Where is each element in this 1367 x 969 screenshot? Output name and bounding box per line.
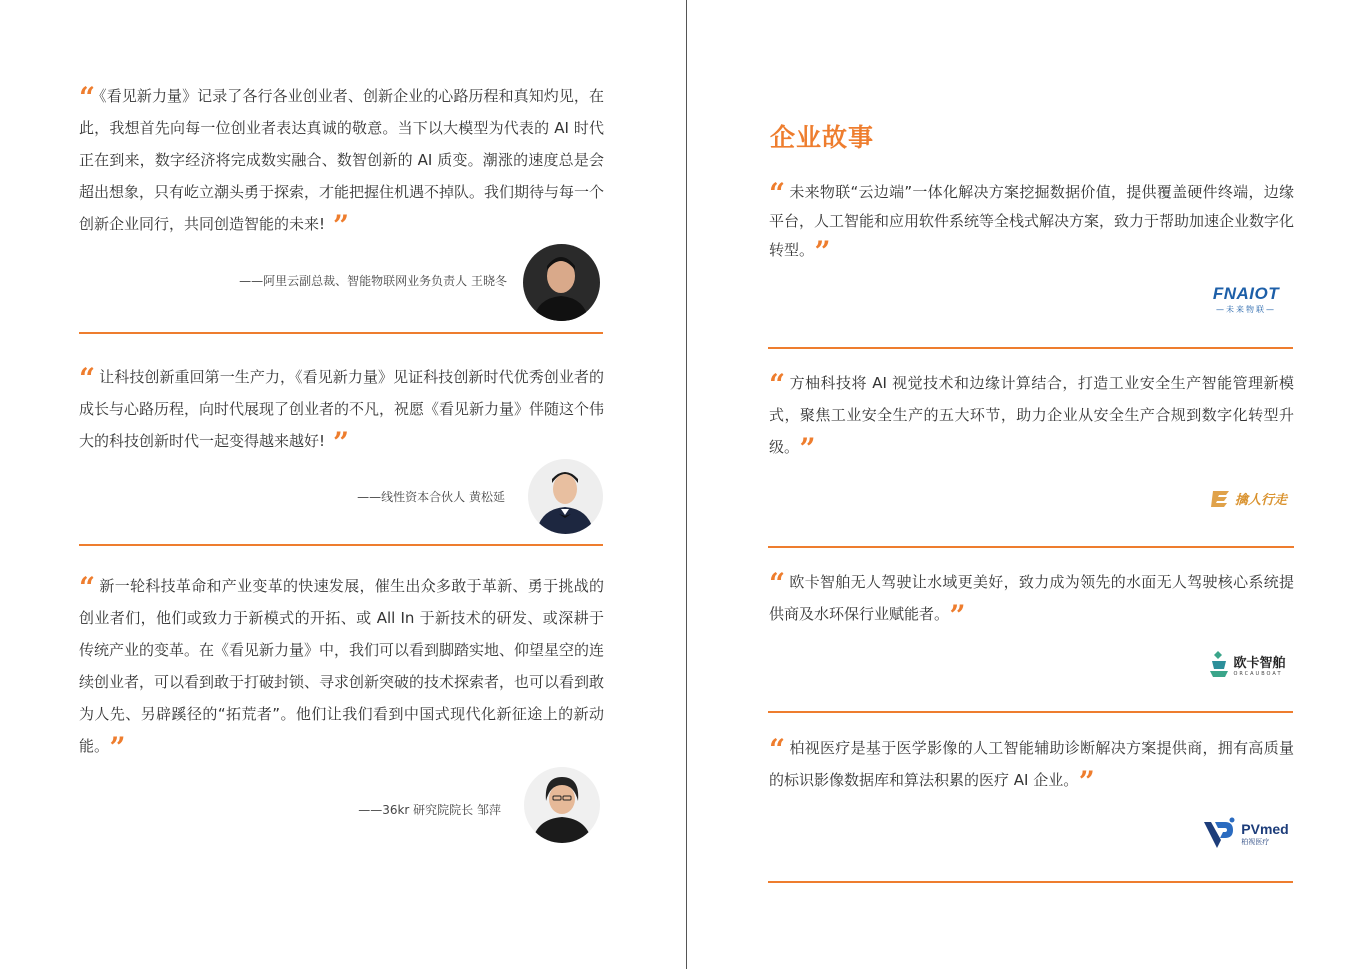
logo-subtitle: —未来物联— xyxy=(1216,304,1276,314)
open-quote-icon: “ xyxy=(79,362,94,395)
quote-text: 让科技创新重回第一生产力，《看见新力量》见证科技创新时代优秀创业者的成长与心路历程，向时代展现了创业者的不凡，祝愿《看见新力量》伴随这个伟大的科技创新时代一起变得越来越好! xyxy=(79,368,605,450)
logo-mark-icon xyxy=(1208,649,1230,679)
close-quote-icon: ” xyxy=(1078,765,1093,798)
testimonial-quote-3 xyxy=(79,570,604,762)
divider xyxy=(768,711,1293,713)
open-quote-icon: “ xyxy=(79,81,94,114)
logo-wordmark: 擒人行走 xyxy=(1234,492,1287,508)
close-quote-icon: ” xyxy=(799,432,814,465)
company-logo xyxy=(1204,482,1294,514)
close-quote-icon: ” xyxy=(333,426,348,459)
close-quote-icon: ” xyxy=(109,731,124,764)
open-quote-icon: “ xyxy=(769,177,784,210)
logo-subtitle: ORCAUBOAT xyxy=(1233,670,1283,677)
divider xyxy=(79,544,603,546)
quote-text: 新一轮科技革命和产业变革的快速发展，催生出众多敢于革新、勇于挑战的创业者们，他们或致力于新模式的开拓、或 All In 于新技术的研发、或深耕于传统产业的变革。在《看见新力量》中，我们可以看到脚踏实地、仰望星空的连续创业者，可以看到敢于打破封锁、寻求创新突破的技术探索者，也可以看到敢为人先、另辟蹊径的“拓荒者”。他们让我们看到中国式现代化新征途上的新动能。 xyxy=(79,577,605,755)
divider xyxy=(768,347,1293,349)
divider xyxy=(79,332,603,334)
logo-mark-icon xyxy=(1211,487,1233,509)
page-gutter xyxy=(686,0,687,969)
company-story-4 xyxy=(769,732,1294,796)
open-quote-icon: “ xyxy=(769,567,784,600)
company-story-1 xyxy=(769,177,1295,268)
close-quote-icon: ” xyxy=(333,209,348,242)
logo-wordmark: FNAIOT xyxy=(1212,283,1280,303)
testimonial-quote-2 xyxy=(79,361,604,457)
logo-wordmark: PVmed xyxy=(1241,821,1289,837)
open-quote-icon: “ xyxy=(79,571,94,604)
close-quote-icon: ” xyxy=(814,235,829,268)
story-text: 未来物联“云边端”一体化解决方案挖掘数据价值，提供覆盖硬件终端，边缘平台，人工智能和应用软件系统等全栈式解决方案，致力于帮助加速企业数字化转型。 xyxy=(769,183,1295,259)
story-text: 方柚科技将 AI 视觉技术和边缘计算结合，打造工业安全生产智能管理新模式，聚焦工业安全生产的五大环节，助力企业从安全生产合规到数字化转型升级。 xyxy=(769,374,1294,456)
company-logo xyxy=(1197,814,1293,854)
quote-text: 《看见新力量》记录了各行各业创业者、创新企业的心路历程和真知灼见，在此，我想首先向每一位创业者表达真诚的敬意。当下以大模型为代表的 AI 时代正在到来，数字经济将完成数实融合、数智创新的 AI 质变。潮涨的速度总是会超出想象，只有屹立潮头勇于探索，才能把握住机遇不掉队。我们期待与每一个创新企业同行，共同创造智能的未来! xyxy=(79,87,605,233)
quote-attribution-3: ——36kr 研究院院长 邹萍 xyxy=(358,803,501,817)
company-logo xyxy=(1200,646,1294,682)
company-logo xyxy=(1198,279,1294,319)
section-title: 企业故事 xyxy=(770,123,875,152)
story-text: 柏视医疗是基于医学影像的人工智能辅助诊断解决方案提供商，拥有高质量的标识影像数据库和算法积累的医疗 AI 企业。 xyxy=(769,739,1294,789)
divider xyxy=(768,546,1294,548)
avatar-portrait xyxy=(523,244,600,321)
open-quote-icon: “ xyxy=(769,733,784,766)
quote-attribution-2: ——线性资本合伙人 黄松延 xyxy=(357,490,505,504)
company-story-3 xyxy=(769,566,1294,630)
company-story-2 xyxy=(769,367,1294,463)
quote-attribution-1: ——阿里云副总裁、智能物联网业务负责人 王晓冬 xyxy=(239,274,507,288)
logo-subtitle: 柏视医疗 xyxy=(1241,838,1270,846)
avatar-portrait xyxy=(528,459,603,534)
logo-wordmark: 欧卡智舶 xyxy=(1233,655,1286,671)
story-text: 欧卡智舶无人驾驶让水域更美好，致力成为领先的水面无人驾驶核心系统提供商及水环保行业赋能者。 xyxy=(769,573,1294,623)
testimonial-quote-1 xyxy=(79,80,604,240)
logo-mark-icon xyxy=(1201,816,1237,852)
avatar-portrait xyxy=(524,767,600,843)
open-quote-icon: “ xyxy=(769,368,784,401)
divider xyxy=(768,881,1293,883)
close-quote-icon: ” xyxy=(949,599,964,632)
